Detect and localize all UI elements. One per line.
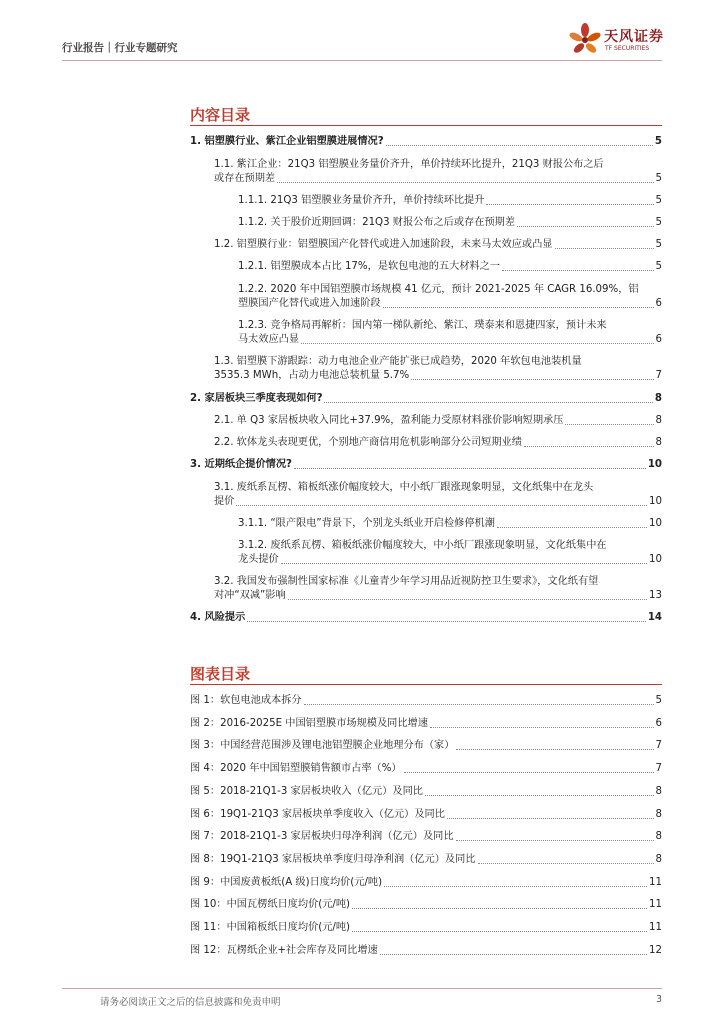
figures-entry-title: 图 2：2016-2025E 中国铝塑膜市场规模及同比增速 xyxy=(190,717,428,729)
dot-leader xyxy=(236,505,647,506)
company-logo xyxy=(568,22,678,58)
toc-title-rule xyxy=(190,125,662,126)
dot-leader xyxy=(288,599,647,600)
toc-entry[interactable] xyxy=(238,539,662,567)
dot-leader xyxy=(384,886,647,887)
figures-entry[interactable] xyxy=(190,785,662,799)
toc-title: 内容目录 xyxy=(190,106,251,124)
figures-entry[interactable] xyxy=(190,921,662,935)
dot-leader xyxy=(456,749,653,750)
toc-entry-title: 龙头提价 xyxy=(238,554,279,565)
figures-entry-page: 11 xyxy=(649,899,662,911)
toc-entry-page: 5 xyxy=(655,217,662,228)
footer-disclaimer: 请务必阅读正文之后的信息披露和免责申明 xyxy=(100,997,281,1008)
toc-entry-page: 7 xyxy=(655,370,662,381)
figures-entry[interactable] xyxy=(190,830,662,844)
toc-entry[interactable] xyxy=(190,611,662,625)
figures-entry-page: 5 xyxy=(655,695,662,706)
dot-leader xyxy=(497,527,647,528)
toc-entry-title: 3. 近期纸企提价情况? xyxy=(190,459,292,470)
toc-entry[interactable] xyxy=(190,392,662,406)
toc-entry-page: 10 xyxy=(647,459,662,470)
toc-entry-text: 1.1. 紫江企业：21Q3 铝塑膜业务量价齐升，单价持续环比提升，21Q3 财报公布之后 xyxy=(214,159,604,170)
toc-entry-page: 10 xyxy=(649,518,662,529)
toc-entry[interactable] xyxy=(214,238,662,252)
figures-entry-title: 图 7：2018-21Q1-3 家居板块归母净利润（亿元）及同比 xyxy=(190,831,454,843)
toc-entry[interactable] xyxy=(238,517,662,531)
toc-entry[interactable] xyxy=(214,575,662,603)
figures-entry[interactable] xyxy=(190,762,662,776)
dot-leader xyxy=(324,402,652,403)
toc-entry[interactable] xyxy=(214,414,662,428)
toc-entry-page: 5 xyxy=(655,173,662,184)
dot-leader xyxy=(247,621,646,622)
toc-entry-page: 6 xyxy=(655,298,662,309)
figures-entry[interactable] xyxy=(190,876,662,890)
figures-entry-title: 图 6：19Q1-21Q3 家居板块单季度收入（亿元）及同比 xyxy=(190,808,445,820)
toc-entry-page: 5 xyxy=(655,261,662,272)
breadcrumb: 行业报告｜行业专题研究 xyxy=(62,42,178,54)
toc-entry-title: 2.1. 单 Q3 家居板块收入同比+37.9%，盈利能力受原材料涨价影响短期承压 xyxy=(214,415,564,426)
dot-leader xyxy=(294,468,646,469)
toc-entry[interactable] xyxy=(238,194,662,208)
figures-entry[interactable] xyxy=(190,694,662,708)
dot-leader xyxy=(352,908,647,909)
toc-entry-title: 1.1.1. 21Q3 铝塑膜业务量价齐升，单价持续环比提升 xyxy=(238,195,485,206)
toc-entry-title: 2. 家居板块三季度表现如何? xyxy=(190,393,323,404)
footer-divider xyxy=(62,988,662,989)
toc-entry-title: 对冲“双减”影响 xyxy=(214,590,286,601)
figures-entry-page: 11 xyxy=(649,922,662,933)
toc-entry-page: 10 xyxy=(649,496,662,507)
dot-leader xyxy=(277,182,653,183)
dot-leader xyxy=(517,226,653,227)
toc-entry-title: 3.1.1. “限产限电”背景下，个别龙头纸业开启检修停机潮 xyxy=(238,518,495,529)
toc-entry-text: 1.2.2. 2020 年中国铝塑膜市场规模 41 亿元，预计 2021-2025 年 CAGR 16.09%，铝 xyxy=(238,284,639,295)
figures-entry-page: 8 xyxy=(655,785,662,797)
toc-entry[interactable] xyxy=(190,135,662,149)
dot-leader xyxy=(456,840,654,841)
figures-entry-title: 图 5：2018-21Q1-3 家居板块收入（亿元）及同比 xyxy=(190,785,423,797)
figures-entry-title: 图 3：中国经营范围涉及锂电池铝塑膜企业地理分布（家） xyxy=(190,740,455,752)
toc-entry-text: 3.2. 我国发布强制性国家标准《儿童青少年学习用品近视防控卫生要求》，文化纸有望 xyxy=(214,576,599,587)
figures-entry-title: 图 9：中国废黄板纸(A 级)日度均价(元/吨) xyxy=(190,876,383,888)
toc-entry-title: 提价 xyxy=(214,496,235,507)
figures-entry-page: 8 xyxy=(655,808,662,820)
dot-leader xyxy=(425,795,654,796)
toc-entry-page: 10 xyxy=(649,554,662,565)
figures-entry-page: 12 xyxy=(649,944,662,956)
figures-entry-title: 图 1：软包电池成本拆分 xyxy=(190,695,302,706)
dot-leader xyxy=(411,379,653,380)
dot-leader xyxy=(447,818,654,819)
figures-entry-page: 8 xyxy=(655,853,662,865)
toc-entry[interactable] xyxy=(214,158,662,186)
figures-entry-page: 6 xyxy=(655,717,662,729)
toc-entry[interactable] xyxy=(238,283,662,311)
toc-entry-title: 1. 铝塑膜行业、紫江企业铝塑膜进展情况? xyxy=(190,136,384,147)
toc-entry-text: 1.3. 铝塑膜下游跟踪：动力电池企业产能扩张已成趋势，2020 年软包电池装机量 xyxy=(214,356,582,367)
figures-entry[interactable] xyxy=(190,944,662,958)
toc-entry[interactable] xyxy=(214,355,662,383)
toc-entry-page: 8 xyxy=(655,415,662,426)
figures-entry-title: 图 8：19Q1-21Q3 家居板块单季度归母净利润（亿元）及同比 xyxy=(190,853,476,865)
figures-entry[interactable] xyxy=(190,898,662,912)
toc-entry-title: 3535.3 MWh，占动力电池总装机量 5.7% xyxy=(214,370,410,381)
toc-entry-title: 1.2.1. 铝塑膜成本占比 17%，是软包电池的五大材料之一 xyxy=(238,261,501,272)
dot-leader xyxy=(386,145,653,146)
toc-entry-page: 5 xyxy=(654,136,662,147)
toc-entry-page: 5 xyxy=(655,239,662,250)
toc-entry-title: 或存在预期差 xyxy=(214,173,276,184)
dot-leader xyxy=(486,204,653,205)
logo-name-en: TF SECURITIES xyxy=(605,45,650,52)
dot-leader xyxy=(565,424,653,425)
logo-flower-icon xyxy=(568,22,602,58)
toc-entry[interactable] xyxy=(238,260,662,274)
figures-entry-title: 图 4：2020 年中国铝塑膜销售额市占率（%） xyxy=(190,763,402,775)
toc-entry[interactable] xyxy=(214,481,662,509)
dot-leader xyxy=(281,563,647,564)
dot-leader xyxy=(502,270,653,271)
figures-entry-title: 图 12：瓦楞纸企业+社会库存及同比增速 xyxy=(190,944,378,956)
toc-entry-title: 4. 风险提示 xyxy=(190,612,246,623)
toc-entry-text: 1.2.3. 竞争格局再解析：国内第一梯队新纶、紫江、璞泰来和恩捷四家，预计未来 xyxy=(238,320,607,331)
toc-entry-title: 1.2. 铝塑膜行业：铝塑膜国产化替代或进入加速阶段，未来马太效应或凸显 xyxy=(214,239,553,250)
header-divider xyxy=(62,60,662,61)
figures-entry[interactable] xyxy=(190,717,662,731)
figures-entry-page: 7 xyxy=(655,740,662,752)
toc-entry-text: 3.1.2. 废纸系瓦楞、箱板纸涨价幅度较大，中小纸厂跟涨现象明显，文化纸集中在 xyxy=(238,540,607,551)
figures-entry-page: 7 xyxy=(655,763,662,775)
toc-entry[interactable] xyxy=(238,216,662,230)
figures-entry-title: 图 10：中国瓦楞纸日度均价(元/吨) xyxy=(190,899,351,911)
dot-leader xyxy=(404,772,654,773)
dot-leader xyxy=(383,307,654,308)
toc-entry-title: 马太效应凸显 xyxy=(238,334,300,345)
dot-leader xyxy=(352,931,647,932)
toc-entry-page: 8 xyxy=(655,437,662,448)
figures-title-rule xyxy=(190,684,662,685)
dot-leader xyxy=(380,954,647,955)
dot-leader xyxy=(478,863,654,864)
dot-leader xyxy=(301,343,653,344)
toc-entry-title: 1.1.2. 关于股价近期回调：21Q3 财报公布之后或存在预期差 xyxy=(238,217,516,228)
toc-entry[interactable] xyxy=(238,319,662,347)
figures-title: 图表目录 xyxy=(190,665,251,683)
dot-leader xyxy=(524,446,654,447)
toc-entry[interactable] xyxy=(214,436,662,450)
figures-entry[interactable] xyxy=(190,739,662,753)
figures-entry-page: 8 xyxy=(655,831,662,843)
dot-leader xyxy=(304,704,654,705)
page-number: 3 xyxy=(655,994,662,1005)
toc-entry-page: 8 xyxy=(654,393,662,404)
toc-entry-text: 3.1. 废纸系瓦楞、箱板纸涨价幅度较大，中小纸厂跟涨现象明显，文化纸集中在龙头 xyxy=(214,482,594,493)
figures-entry[interactable] xyxy=(190,853,662,867)
dot-leader xyxy=(555,248,654,249)
figures-entry[interactable] xyxy=(190,808,662,822)
toc-entry-page: 13 xyxy=(649,590,662,601)
toc-entry-title: 塑膜国产化替代或进入加速阶段 xyxy=(238,298,381,309)
toc-entry[interactable] xyxy=(190,458,662,472)
toc-entry-page: 5 xyxy=(655,195,662,206)
figures-entry-title: 图 11：中国箱板纸日度均价(元/吨) xyxy=(190,922,351,933)
toc-entry-page: 14 xyxy=(647,612,662,623)
toc-entry-title: 2.2. 软体龙头表现更优，个别地产商信用危机影响部分公司短期业绩 xyxy=(214,437,522,448)
toc-entry-page: 6 xyxy=(655,334,662,345)
figures-entry-page: 11 xyxy=(649,876,662,888)
dot-leader xyxy=(430,727,654,728)
logo-name-cn: 天风证券 xyxy=(604,29,664,45)
